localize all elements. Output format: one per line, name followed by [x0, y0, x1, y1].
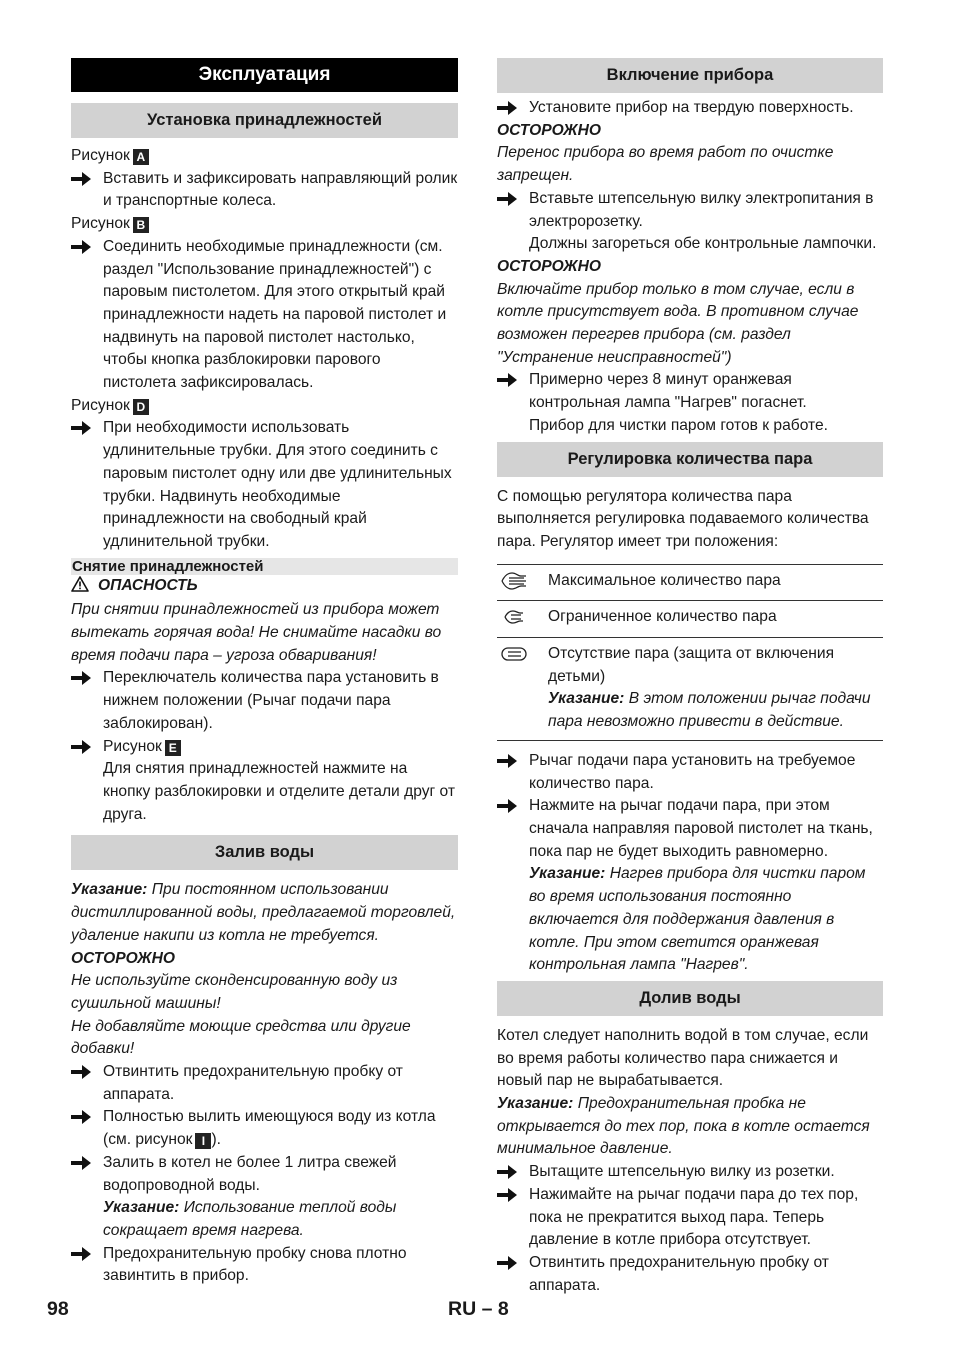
arrow-right-icon — [497, 188, 519, 210]
steam-none-note — [548, 688, 883, 733]
step-text: Установите прибор на твердую поверхность. — [529, 99, 854, 116]
note-warm-water — [103, 1197, 458, 1242]
note-heating — [529, 863, 883, 977]
note-label: Указание: — [548, 690, 625, 708]
heading-refill-water: Долив воды — [497, 981, 883, 1016]
figure-letter-e: E — [165, 740, 181, 756]
figure-label: Рисунок — [103, 737, 162, 755]
step-text: Нажимайте на рычаг подачи пара до тех пор, пока не прекратится выход пара. Теперь давление в котле прибора отсутствует. — [529, 1185, 859, 1249]
note-label: Указание: — [529, 865, 606, 883]
note-label: Указание: — [497, 1095, 574, 1113]
note-label: Указание: — [103, 1199, 180, 1217]
danger-text: При снятии принадлежностей из прибора может вытекать горячая вода! Не снимайте насадки во время подачи пара – угроза обваривания! — [71, 601, 442, 664]
arrow-right-icon — [497, 1184, 519, 1206]
caution-text-condensate: Не используйте сконденсированную воду из сушильной машины! — [71, 972, 398, 1012]
arrow-right-icon — [71, 667, 93, 689]
caution-label: ОСТОРОЖНО — [497, 257, 602, 275]
figure-letter-i: I — [195, 1133, 211, 1149]
step-text: Для снятия принадлежностей нажмите на кнопку разблокировки и отделите детали друг от друга. — [103, 760, 455, 823]
step-fill-boiler — [71, 1152, 458, 1243]
figure-letter-b: B — [133, 217, 149, 233]
caution-label: ОСТОРОЖНО — [71, 949, 176, 967]
arrow-right-icon — [71, 1243, 93, 1265]
steam-row-none — [497, 638, 883, 741]
left-column — [71, 58, 458, 1288]
step-unplug — [497, 1161, 883, 1184]
step-unscrew-plug — [71, 1061, 458, 1106]
note-distilled — [71, 879, 458, 947]
right-column — [497, 58, 883, 1297]
step-extension-tubes — [71, 417, 458, 553]
step-text-end: ). — [211, 1131, 221, 1149]
figure-letter-a: A — [133, 149, 149, 165]
arrow-right-icon — [497, 750, 519, 772]
step-screw-plug — [71, 1243, 458, 1288]
note-text: Нагрев прибора для чистки паром во время использования постоянно включается для поддержания давления в котле. При этом светится оранжевая контрольная лампа "Нагрев". — [529, 865, 866, 974]
step-result: Должны загореться обе контрольные лампочки. — [529, 235, 877, 253]
step-set-steam-lever — [497, 750, 883, 795]
steam-none-cell — [541, 638, 883, 741]
arrow-right-icon — [71, 168, 93, 190]
arrow-right-icon — [71, 417, 93, 439]
note-text: Предохранительная пробка не открывается до тех пор, пока в котле остается минимальное давление. — [497, 1095, 870, 1158]
figure-label: Рисунок — [71, 215, 130, 233]
step-text: Залить в котел не более 1 литра свежей водопроводной воды. — [103, 1153, 397, 1194]
step-text: Нажмите на рычаг подачи пара, при этом сначала направляя паровой пистолет на ткань, пока пар не будет выходить равномерно. — [529, 797, 873, 860]
steam-off-icon — [497, 638, 541, 741]
caution-text-detergent: Не добавляйте моющие средства или другие добавки! — [71, 1017, 411, 1058]
caution-text-water-required: Включайте прибор только в том случае, если в котле присутствует вода. В противном случае возможен перегрев прибора (см. раздел "Устранение неисправностей") — [497, 280, 859, 366]
arrow-right-icon — [497, 1252, 519, 1274]
steam-row-max — [497, 564, 883, 601]
note-safety-plug — [497, 1093, 883, 1161]
heading-steam-regulation: Регулировка количества пара — [497, 442, 883, 477]
danger-label: ОПАСНОСТЬ — [98, 576, 198, 594]
step-press-lever — [497, 795, 883, 977]
step-text: Предохранительную пробку снова плотно завинтить в прибор. — [103, 1244, 407, 1285]
arrow-right-icon — [71, 736, 93, 758]
step-insert-roller — [71, 168, 458, 213]
steam-none-label: Отсутствие пара (защита от включения детьми) — [548, 645, 835, 685]
step-text: Вытащите штепсельную вилку из розетки. — [529, 1163, 835, 1181]
step-steam-switch-low — [71, 667, 458, 735]
danger-heading — [71, 575, 458, 600]
note-label: Указание: — [71, 881, 148, 899]
step-place-device — [497, 97, 883, 120]
step-figure-e — [71, 736, 458, 827]
steam-limited-label: Ограниченное количество пара — [541, 601, 883, 638]
arrow-right-icon — [497, 795, 519, 817]
section-title: Эксплуатация — [71, 58, 458, 92]
figure-a-ref — [71, 145, 458, 168]
step-heating-lamp — [497, 369, 883, 437]
step-text: Отвинтить предохранительную пробку от аппарата. — [103, 1063, 403, 1103]
step-text: Отвинтить предохранительную пробку от аппарата. — [529, 1253, 829, 1294]
steam-max-icon — [497, 564, 541, 601]
heading-fill-water: Залив воды — [71, 835, 458, 870]
figure-label: Рисунок — [71, 396, 130, 414]
step-release-pressure — [497, 1184, 883, 1252]
step-connect-accessories — [71, 236, 458, 395]
figure-label: Рисунок — [71, 147, 130, 164]
step-text: При необходимости использовать удлинительные трубки. Для этого соединить с паровым пистолет одну или две удлинительных трубки. Надвинуть необходимые принадлежности на свободный край удлинительной трубки. — [103, 419, 452, 550]
arrow-right-icon — [71, 1106, 93, 1128]
step-drain-water — [71, 1106, 458, 1151]
step-text: Вставьте штепсельную вилку электропитания в электророзетку. — [529, 189, 874, 230]
heading-accessories: Установка принадлежностей — [71, 103, 458, 138]
note-text: При постоянном использовании дистиллированной воды, предлагаемой торговлей, удаление накипи из котла не требуется. — [71, 881, 456, 944]
step-text: Переключатель количества пара установить в нижнем положении (Рычаг подачи пара заблокирован). — [103, 669, 439, 732]
arrow-right-icon — [497, 97, 519, 119]
steam-intro: С помощью регулятора количества пара выполняется регулировка подаваемого количества пара. Регулятор имеет три положения: — [497, 487, 869, 550]
step-unscrew-plug-refill — [497, 1252, 883, 1297]
caution-text-transport: Перенос прибора во время работ по очистке запрещен. — [497, 144, 834, 185]
arrow-right-icon — [497, 1161, 519, 1183]
note-text: В этом положении рычаг подачи пара невозможно привести в действие. — [548, 690, 871, 731]
step-text: Полностью вылить имеющуюся воду из котла (см. рисунок — [103, 1108, 436, 1149]
steam-limited-icon — [497, 601, 541, 638]
step-text: Вставить и зафиксировать направляющий ролик и транспортные колеса. — [103, 169, 458, 210]
steam-row-limited — [497, 601, 883, 638]
page-code: RU – 8 — [448, 1298, 509, 1320]
warning-triangle-icon — [71, 576, 89, 600]
arrow-right-icon — [71, 1061, 93, 1083]
figure-b-ref — [71, 213, 458, 236]
heading-power-on: Включение прибора — [497, 58, 883, 93]
step-text: Примерно через 8 минут оранжевая контрольная лампа "Нагрев" погаснет. — [529, 371, 807, 412]
figure-d-ref — [71, 395, 458, 418]
heading-removal: Снятие принадлежностей — [71, 558, 458, 575]
step-text: Рычаг подачи пара установить на требуемое количество пара. — [529, 751, 856, 792]
arrow-right-icon — [497, 369, 519, 391]
arrow-right-icon — [71, 236, 93, 258]
figure-letter-d: D — [133, 399, 149, 415]
page-number: 98 — [47, 1298, 69, 1320]
caution-label: ОСТОРОЖНО — [497, 121, 602, 139]
arrow-right-icon — [71, 1152, 93, 1174]
note-text: Использование теплой воды сокращает время нагрева. — [103, 1199, 397, 1239]
step-plug-in — [497, 188, 883, 256]
step-text: Соединить необходимые принадлежности (см. раздел "Использование принадлежностей") с паровым пистолетом. Для этого открытый край принадлежности надеть на паровой пистолет и надвинуть на паровой пистолет настолько, чтобы кнопка разблокировки парового пистолета зафиксировалась. — [103, 237, 447, 392]
steam-positions-table — [497, 564, 883, 741]
refill-intro: Котел следует наполнить водой в том случае, если во время работы количество пара снижается и новый пар не вырабатывается. — [497, 1026, 869, 1090]
step-result: Прибор для чистки паром готов к работе. — [529, 416, 828, 434]
steam-max-label: Максимальное количество пара — [541, 564, 883, 601]
